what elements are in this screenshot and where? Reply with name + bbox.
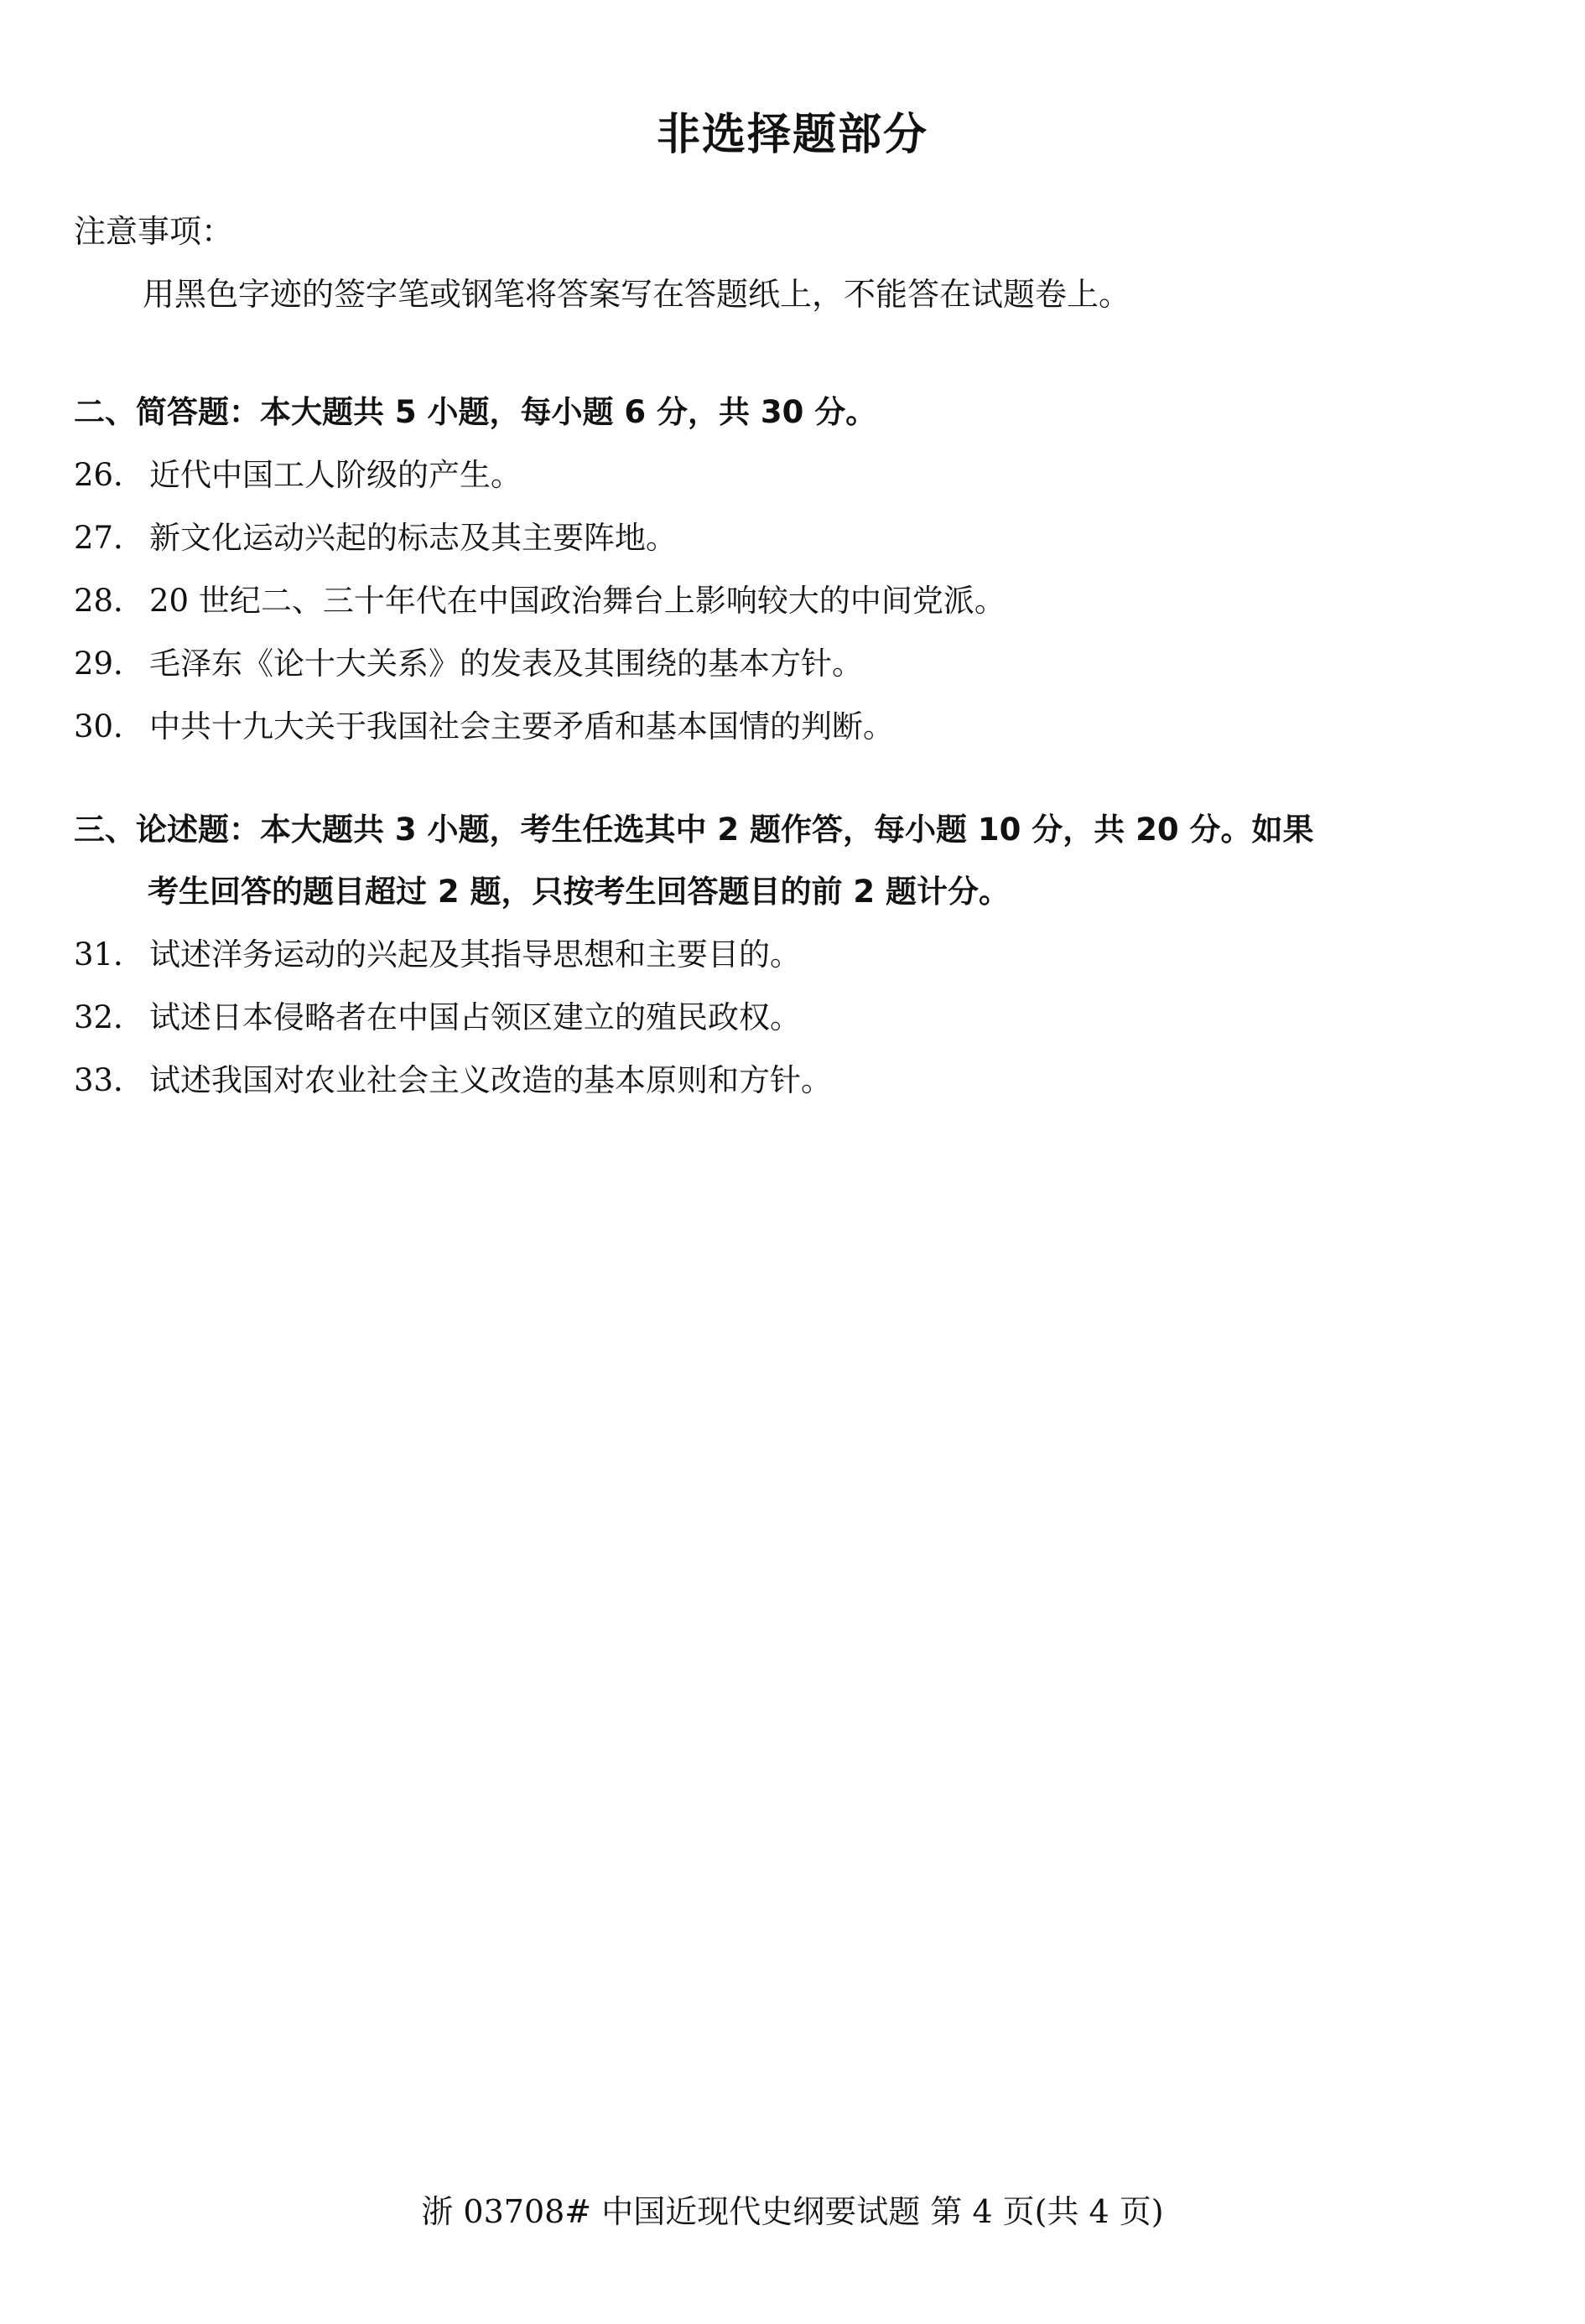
section-heading-continued: 考生回答的题目超过 2 题，只按考生回答题目的前 2 题计分。 [148, 874, 1011, 910]
question-list [74, 444, 1006, 758]
question-text: 试述洋务运动的兴起及其指导思想和主要目的。 [149, 936, 801, 973]
question-item [74, 632, 1006, 695]
question-item [74, 506, 1006, 569]
question-number: 30． [74, 708, 145, 744]
question-text: 20 世纪二、三十年代在中国政治舞台上影响较大的中间党派。 [149, 583, 1006, 619]
question-item [74, 569, 1006, 632]
short-answer-section [74, 381, 1006, 758]
page-footer: 浙 03708# 中国近现代史纲要试题 第 4 页(共 4 页) [421, 2193, 1164, 2230]
question-item [74, 444, 1006, 506]
question-list [74, 923, 1314, 1112]
section-heading: 二、简答题：本大题共 5 小题，每小题 6 分，共 30 分。 [74, 394, 877, 430]
question-number: 31． [74, 936, 145, 973]
question-number: 27． [74, 520, 145, 556]
question-number: 32． [74, 999, 145, 1035]
question-text: 试述我国对农业社会主义改造的基本原则和方针。 [149, 1062, 832, 1098]
question-item [74, 695, 1006, 758]
page-title: 非选择题部分 [656, 110, 928, 160]
question-item [74, 1049, 1314, 1112]
section-heading: 三、论述题：本大题共 3 小题，考生任选其中 2 题作答，每小题 10 分，共 20 分。如果 [74, 812, 1314, 848]
question-number: 29． [74, 646, 145, 682]
question-number: 26． [74, 457, 145, 493]
question-text: 新文化运动兴起的标志及其主要阵地。 [149, 520, 677, 556]
question-number: 33． [74, 1062, 145, 1098]
question-text: 毛泽东《论十大关系》的发表及其围绕的基本方针。 [149, 646, 863, 682]
question-text: 试述日本侵略者在中国占领区建立的殖民政权。 [149, 999, 801, 1035]
question-item [74, 986, 1314, 1049]
question-text: 近代中国工人阶级的产生。 [149, 457, 522, 493]
essay-section [74, 799, 1314, 1112]
notice-heading: 注意事项： [74, 213, 234, 250]
question-text: 中共十九大关于我国社会主要矛盾和基本国情的判断。 [149, 708, 894, 744]
question-item [74, 923, 1314, 986]
notice-text: 用黑色字迹的签字笔或钢笔将答案写在答题纸上，不能答在试题卷上。 [143, 276, 1131, 313]
question-number: 28． [74, 583, 145, 619]
